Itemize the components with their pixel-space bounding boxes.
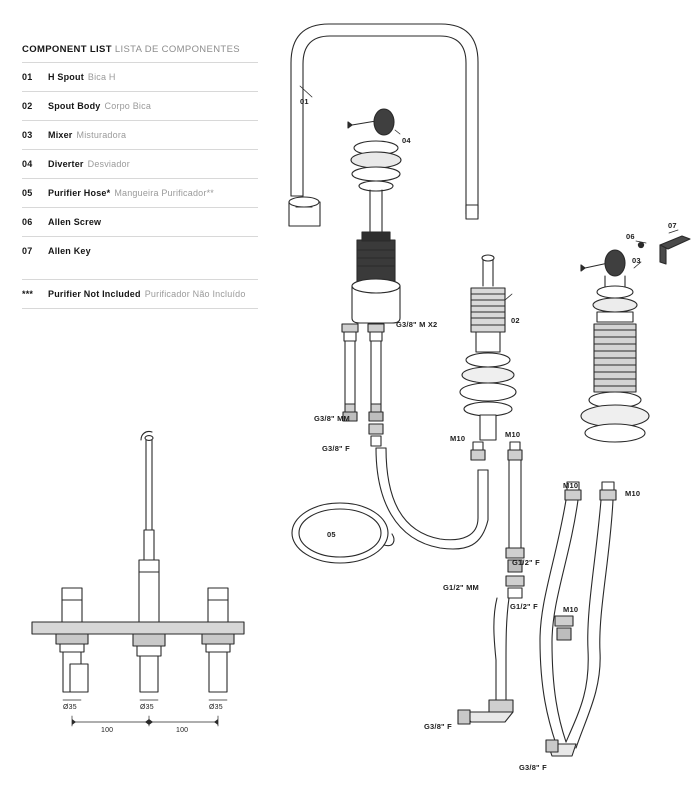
list-item-label-pt: Mangueira Purificador** <box>114 188 214 198</box>
list-item-number: 06 <box>22 217 33 227</box>
list-item-label-pt: Bica H <box>87 72 116 82</box>
list-item-label-en: Allen Screw <box>48 217 102 227</box>
hose-right-pair <box>540 482 616 756</box>
dimension-hole-3: Ø35 <box>209 704 223 711</box>
fitting-label-g38-f: G3/8" F <box>322 444 350 453</box>
callout-03: 03 <box>632 256 641 265</box>
list-item-label-en: Allen Key <box>48 246 91 256</box>
fitting-label-m10-right-hose-b: M10 <box>625 489 641 498</box>
callout-07: 07 <box>668 221 677 230</box>
component-list-title-en: COMPONENT LIST <box>22 44 112 55</box>
list-item-number: 04 <box>22 159 33 169</box>
spout-body-cartridge <box>460 255 516 440</box>
list-item-label-pt: Corpo Bica <box>104 101 152 111</box>
component-list-title-pt: LISTA DE COMPONENTES <box>114 44 240 55</box>
installation-template <box>32 431 244 726</box>
list-item-note-pt: Purificador Não Incluído <box>144 289 246 299</box>
allen-key <box>660 236 690 264</box>
purifier-hose-coil <box>292 503 394 563</box>
fitting-label-g38-m-x2: G3/8" M X2 <box>396 320 438 329</box>
fitting-label-m10-right-hose-a: M10 <box>563 481 579 490</box>
fitting-label-g12-f-lower: G1/2" F <box>510 602 538 611</box>
list-item-label-en: Mixer <box>48 130 73 140</box>
dimension-span-1: 100 <box>101 727 114 734</box>
fitting-label-g38-f-bottom-right: G3/8" F <box>519 763 547 772</box>
fitting-label-g38-mm: G3/8" MM <box>314 414 350 423</box>
callout-06: 06 <box>626 232 635 241</box>
hose-curved-main <box>376 448 488 549</box>
list-item-label-en: Purifier Hose* <box>48 188 111 198</box>
list-item-label-pt: Misturadora <box>76 130 127 140</box>
dimension-hole-2: Ø35 <box>140 704 154 711</box>
dimension-span-2: 100 <box>176 727 189 734</box>
callout-02: 02 <box>511 316 520 325</box>
fitting-label-m10-right: M10 <box>505 430 521 439</box>
callout-04: 04 <box>402 136 411 145</box>
spacer-bracket <box>289 197 320 226</box>
list-item-note-number: *** <box>22 289 34 299</box>
fitting-label-m10-left: M10 <box>450 434 466 443</box>
callout-01: 01 <box>300 97 309 106</box>
list-item-number: 03 <box>22 130 33 140</box>
list-item-label-en: Diverter <box>48 159 84 169</box>
fitting-label-m10-mid: M10 <box>563 605 579 614</box>
list-item-label-pt: Desviador <box>87 159 130 169</box>
fitting-label-g12-f-upper: G1/2" F <box>512 558 540 567</box>
callout-05: 05 <box>327 530 336 539</box>
fitting-label-g38-f-bottom-left: G3/8" F <box>424 722 452 731</box>
allen-screw <box>638 242 643 247</box>
list-item-number: 02 <box>22 101 33 111</box>
dimension-hole-1: Ø35 <box>63 704 77 711</box>
list-item-number: 01 <box>22 72 33 82</box>
list-item-number: 05 <box>22 188 33 198</box>
list-item-label-en: Spout Body <box>48 101 101 111</box>
diverter-assembly <box>348 109 401 323</box>
mixer-assembly <box>581 250 649 442</box>
list-item-note-en: Purifier Not Included <box>48 289 141 299</box>
hose-left-pair <box>342 324 384 446</box>
list-item-label-en: H Spout <box>48 72 84 82</box>
fitting-label-g12-mm: G1/2" MM <box>443 583 479 592</box>
list-item-number: 07 <box>22 246 33 256</box>
